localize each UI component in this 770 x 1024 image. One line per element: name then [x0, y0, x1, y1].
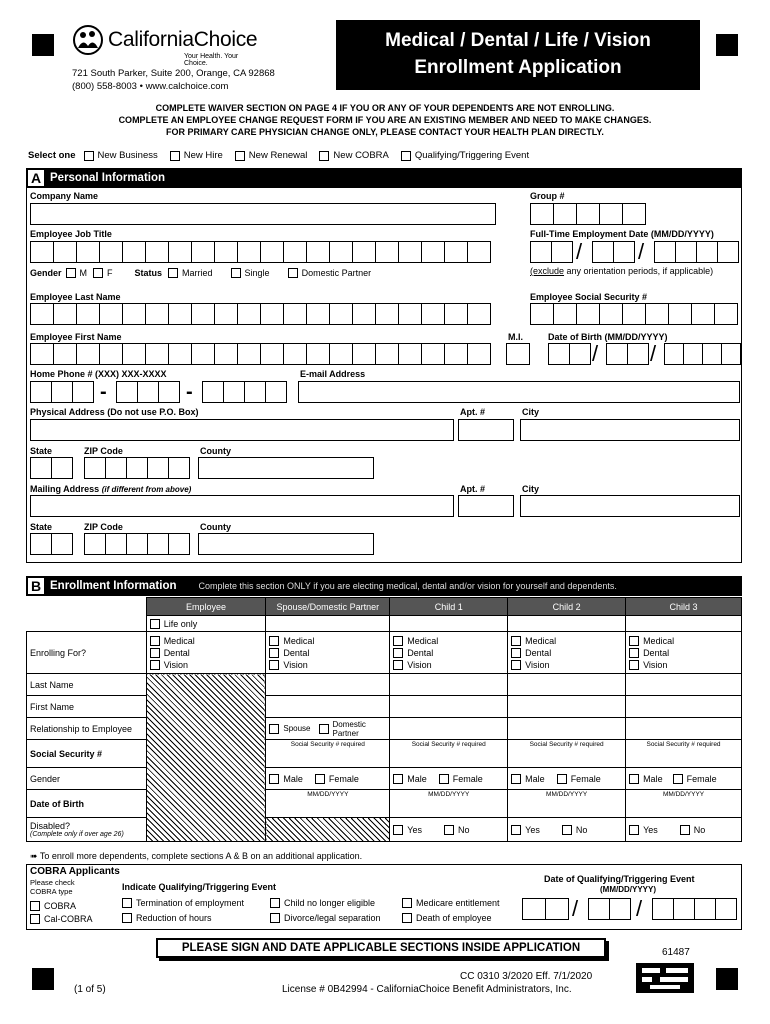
input-cell[interactable] — [266, 696, 390, 718]
row-label: Disabled? (Complete only if over age 26) — [27, 818, 147, 842]
date-separator: / — [650, 341, 657, 366]
sign-notice: PLEASE SIGN AND DATE APPLICABLE SECTIONS INSIDE APPLICATION — [156, 938, 606, 958]
checkbox[interactable] — [629, 648, 639, 658]
label: Group # — [530, 191, 565, 201]
zip-field[interactable] — [84, 457, 189, 479]
fulltime-date-year[interactable] — [654, 241, 738, 263]
date-separator: / — [572, 896, 579, 921]
checkbox[interactable] — [235, 151, 245, 161]
event-date-month[interactable] — [522, 898, 568, 920]
label: Physical Address (Do not use P.O. Box) — [30, 407, 199, 417]
mailing-zip-field[interactable] — [84, 533, 189, 555]
date-separator: / — [576, 239, 583, 264]
mailing-address-label: Mailing Address (if different from above) — [30, 484, 192, 494]
event-date-format: (MM/DD/YYYY) — [600, 885, 656, 894]
fulltime-date-day[interactable] — [592, 241, 634, 263]
checkbox[interactable] — [30, 901, 40, 911]
event-option: Medicare entitlement — [402, 898, 500, 908]
checkbox[interactable] — [511, 648, 521, 658]
registration-mark — [716, 34, 738, 56]
checkbox[interactable] — [629, 825, 639, 835]
input-cell[interactable] — [626, 674, 742, 696]
checkbox[interactable] — [270, 898, 280, 908]
cobra-indicate-label: Indicate Qualifying/Triggering Event — [122, 882, 277, 892]
label: City — [522, 407, 540, 417]
cobra-type: Cal-COBRA — [30, 914, 93, 924]
more-dependents-note: ➠ To enroll more dependents, complete sections A & B on an additional application. — [30, 851, 363, 861]
logo-name: CaliforniaChoice — [108, 28, 258, 51]
phone-line[interactable] — [202, 381, 286, 403]
checkbox[interactable] — [511, 774, 521, 784]
state-field[interactable] — [30, 457, 72, 479]
checkbox[interactable] — [269, 774, 279, 784]
input-cell[interactable] — [266, 674, 390, 696]
event-option: Termination of employment — [122, 898, 244, 908]
checkbox[interactable] — [269, 724, 279, 734]
dob-month[interactable] — [548, 343, 590, 365]
license-text: License # 0B42994 - CaliforniaChoice Benefit Administrators, Inc. — [282, 984, 572, 995]
event-option: Death of employee — [402, 913, 492, 923]
checkbox[interactable] — [150, 660, 160, 670]
checkbox[interactable] — [288, 268, 298, 278]
column-header: Employee — [146, 598, 266, 616]
email-field[interactable] — [298, 381, 740, 403]
cobra-type: COBRA — [30, 901, 76, 911]
row-label: Relationship to Employee — [27, 718, 147, 740]
event-date-label: Date of Qualifying/Triggering Event — [544, 874, 695, 884]
checkbox[interactable] — [511, 660, 521, 670]
column-header: Child 3 — [626, 598, 742, 616]
form-code: 61487 — [662, 947, 690, 958]
checkbox[interactable] — [150, 619, 160, 629]
checkbox[interactable] — [673, 774, 683, 784]
column-header: Child 2 — [508, 598, 626, 616]
registration-mark — [32, 968, 54, 990]
label: County — [200, 522, 231, 532]
event-date-day[interactable] — [588, 898, 630, 920]
checkbox[interactable] — [444, 825, 454, 835]
page-number: (1 of 5) — [74, 984, 106, 995]
enrollment-table: Employee Spouse/Domestic Partner Child 1 Child 2 Child 3 Life only Enrolling For? Medical Dental Vision Medical Dental Vision Medical Dental Vision Medical Dental Vision Medical Dental Vision Last Name First Name Relationship to Employee Spouse Domestic Partner Social Security # Social Security # required Social Security # required Social Security # required Social Security # required Gender Male Female Male Female Male Female Male Female Date of Birth MM/DD/YYYY MM/DD/YYYY MM/DD/YYYY MM/DD/YYYY Disabled? (Complete only if over age 26) Yes No Yes No Yes No — [26, 597, 742, 842]
checkbox[interactable] — [393, 774, 403, 784]
checkbox[interactable] — [150, 648, 160, 658]
barcode-icon — [636, 963, 694, 993]
event-option: Reduction of hours — [122, 913, 212, 923]
date-separator: / — [592, 341, 599, 366]
ssn-field[interactable] — [530, 303, 737, 325]
registration-mark — [716, 968, 738, 990]
application-type: Select one New Business New Hire New Renewal New COBRA Qualifying/Triggering Event — [28, 150, 530, 161]
checkbox[interactable] — [402, 913, 412, 923]
logo-icon — [72, 24, 104, 56]
company-logo — [72, 24, 262, 67]
checkbox[interactable] — [170, 151, 180, 161]
group-number-field[interactable] — [530, 203, 645, 225]
event-date-year[interactable] — [652, 898, 736, 920]
label: Apt. # — [460, 407, 486, 417]
checkbox[interactable] — [30, 914, 40, 924]
checkbox[interactable] — [629, 774, 639, 784]
company-name-field[interactable] — [30, 203, 496, 225]
mailing-state-field[interactable] — [30, 533, 72, 555]
checkbox[interactable] — [315, 774, 325, 784]
exclude-note: (exclude any orientation periods, if applicable) — [530, 266, 714, 276]
input-cell[interactable] — [390, 674, 508, 696]
checkbox[interactable] — [511, 825, 521, 835]
label: Home Phone # (XXX) XXX-XXXX — [30, 369, 167, 379]
hatched-cell — [146, 674, 266, 842]
checkbox[interactable] — [168, 268, 178, 278]
label: State — [30, 522, 53, 532]
label: ZIP Code — [84, 446, 123, 456]
dob-year[interactable] — [664, 343, 740, 365]
checkbox[interactable] — [629, 636, 639, 646]
phone-prefix[interactable] — [116, 381, 179, 403]
label: M.I. — [508, 332, 523, 342]
checkbox[interactable] — [269, 636, 279, 646]
label: Company Name — [30, 191, 99, 201]
input-cell[interactable] — [508, 674, 626, 696]
checkbox[interactable] — [231, 268, 241, 278]
phone-separator: - — [186, 381, 193, 403]
input-cell[interactable] — [390, 696, 508, 718]
cobra-title: COBRA Applicants — [30, 866, 120, 877]
checkbox[interactable] — [680, 825, 690, 835]
checkbox[interactable] — [393, 660, 403, 670]
checkbox[interactable] — [402, 898, 412, 908]
row-label: Date of Birth — [27, 790, 147, 818]
section-b-header: B Enrollment Information Complete this section ONLY if you are electing medical, dental and/or vision for yourself and dependents. — [26, 576, 742, 596]
checkbox[interactable] — [93, 268, 103, 278]
label: Apt. # — [460, 484, 486, 494]
checkbox[interactable] — [270, 913, 280, 923]
checkbox[interactable] — [150, 636, 160, 646]
checkbox[interactable] — [401, 151, 411, 161]
logo-tagline: Your Health. Your Choice. — [184, 53, 239, 67]
company-address: 721 South Parker, Suite 200, Orange, CA 92868 (800) 558-8003 • www.calchoice.com — [72, 68, 275, 92]
arrow-right-icon: ➠ — [30, 851, 38, 861]
instructions-notice: COMPLETE WAIVER SECTION ON PAGE 4 IF YOU OR ANY OF YOUR DEPENDENTS ARE NOT ENROLLING. COMPLETE AN EMPLOYEE CHANGE REQUEST FORM IF YOU ARE AN EXISTING MEMBER AND NEED TO MAKE CHANGES. FOR PRIMARY CARE PHYSICIAN CHANGE ONLY, PLEASE CONTACT YOUR HEALTH PLAN DIRECTLY. — [118, 103, 652, 137]
checkbox[interactable] — [393, 825, 403, 835]
label: Employee Social Security # — [530, 292, 648, 302]
mailing-address-field[interactable] — [30, 495, 454, 517]
checkbox[interactable] — [393, 648, 403, 658]
city-field[interactable] — [520, 419, 740, 441]
checkbox[interactable] — [629, 660, 639, 670]
date-separator: / — [638, 239, 645, 264]
row-label: Last Name — [27, 674, 147, 696]
phone-area[interactable] — [30, 381, 93, 403]
registration-mark — [32, 34, 54, 56]
apt-field[interactable] — [458, 419, 514, 441]
checkbox[interactable] — [393, 636, 403, 646]
label: Full-Time Employment Date (MM/DD/YYYY) — [530, 229, 714, 239]
checkbox[interactable] — [269, 648, 279, 658]
checkbox[interactable] — [269, 660, 279, 670]
event-option: Divorce/legal separation — [270, 913, 381, 923]
label: County — [200, 446, 231, 456]
mailing-city-field[interactable] — [520, 495, 740, 517]
input-cell[interactable] — [508, 696, 626, 718]
checkbox[interactable] — [511, 636, 521, 646]
checkbox[interactable] — [557, 774, 567, 784]
label: Employee Last Name — [30, 292, 121, 302]
cobra-check-label: Please check COBRA type — [30, 878, 75, 896]
physical-address-field[interactable] — [30, 419, 454, 441]
label: ZIP Code — [84, 522, 123, 532]
job-title-field[interactable] — [30, 241, 490, 263]
form-version: CC 0310 3/2020 Eff. 7/1/2020 — [460, 971, 593, 982]
label: State — [30, 446, 53, 456]
last-name-field[interactable] — [30, 303, 490, 325]
input-cell[interactable] — [626, 696, 742, 718]
label: City — [522, 484, 540, 494]
row-label: Gender — [27, 768, 147, 790]
dob-day[interactable] — [606, 343, 648, 365]
checkbox[interactable] — [84, 151, 94, 161]
mi-field[interactable] — [506, 343, 530, 365]
row-label: Enrolling For? — [27, 632, 147, 674]
checkbox[interactable] — [66, 268, 76, 278]
phone-separator: - — [100, 381, 107, 403]
gender-status-row: Gender M F Status Married Single Domestic Partner — [30, 268, 372, 278]
checkbox[interactable] — [562, 825, 572, 835]
row-label: Social Security # — [27, 740, 147, 768]
label: Employee Job Title — [30, 229, 112, 239]
mailing-apt-field[interactable] — [458, 495, 514, 517]
mailing-county-field[interactable] — [198, 533, 374, 555]
column-header: Child 1 — [390, 598, 508, 616]
county-field[interactable] — [198, 457, 374, 479]
section-a-header: A Personal Information — [26, 168, 742, 188]
event-option: Child no longer eligible — [270, 898, 375, 908]
first-name-field[interactable] — [30, 343, 490, 365]
checkbox[interactable] — [122, 913, 132, 923]
checkbox[interactable] — [439, 774, 449, 784]
date-separator: / — [636, 896, 643, 921]
row-label: First Name — [27, 696, 147, 718]
label: E-mail Address — [300, 369, 366, 379]
fulltime-date-month[interactable] — [530, 241, 572, 263]
form-title: Medical / Dental / Life / Vision Enrollment Application — [336, 20, 700, 90]
column-header: Spouse/Domestic Partner — [266, 598, 390, 616]
label: Date of Birth (MM/DD/YYYY) — [548, 332, 668, 342]
label: Employee First Name — [30, 332, 122, 342]
checkbox[interactable] — [319, 724, 329, 734]
checkbox[interactable] — [319, 151, 329, 161]
checkbox[interactable] — [122, 898, 132, 908]
